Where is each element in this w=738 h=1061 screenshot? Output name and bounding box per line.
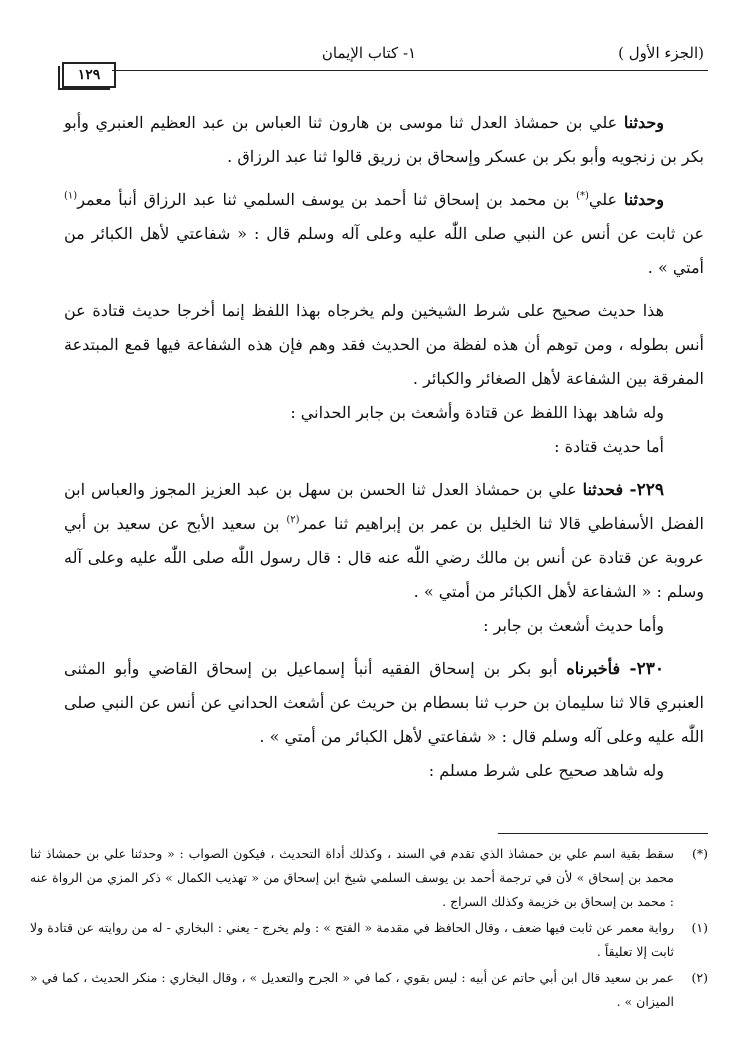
- paragraph-9: وله شاهد صحيح على شرط مسلم :: [428, 761, 664, 780]
- paragraph-text: علي: [588, 190, 624, 209]
- footnote: [30, 842, 708, 914]
- paragraph-lead: فأخبرناه: [566, 659, 630, 678]
- header-rule: [112, 70, 708, 71]
- paragraph-4: وله شاهد بهذا اللفظ عن قتادة وأشعث بن جابر الحداني :: [290, 403, 664, 422]
- footnote-text: عمر بن سعيد قال ابن أبي حاتم عن أبيه : ليس بقوي ، كما في « الجرح والتعديل » ، وقال البخاري : منكر الحديث ، كما في « الميزان » .: [30, 970, 674, 1009]
- paragraph-text: بن محمد بن إسحاق ثنا أحمد بن يوسف السلمي ثنا عبد الرزاق أنبأ معمر: [77, 190, 577, 209]
- running-header-volume: ( الجزء الأول): [618, 44, 704, 62]
- footnote-ref: (٢): [286, 514, 300, 526]
- paragraph-text: أبو بكر بن إسحاق الفقيه أنبأ إسماعيل بن إسحاق القاضي وأبو المثنى العنبري قالا ثنا سليمان بن حرب ثنا بسطام بن حريث عن أشعث الحداني عن أنس عن النبي صلى اللّٰه عليه وعلى آله وسلم قال : « شفاعتي لأهل الكبائر من أمتي » .: [64, 659, 704, 746]
- hadith-230: [64, 652, 704, 754]
- paragraph-lead: فحدثنا: [582, 480, 630, 499]
- paragraph-1: [64, 106, 704, 174]
- footnote-mark: (*): [691, 846, 708, 861]
- paragraph-text: بن سعيد الأبح عن سعيد بن أبي عروبة عن قتادة عن أنس بن مالك رضي اللّٰه عنه قال : قال رسول اللّٰه صلى اللّٰه عليه وعلى آله وسلم : « الشفاعة لأهل الكبائر من أمتي » .: [64, 514, 705, 601]
- page-number: ١٢٩: [62, 62, 116, 88]
- hadith-number: ٢٣٠-: [629, 659, 664, 679]
- footnote-text: سقط بقية اسم علي بن حمشاذ الذي تقدم في السند ، وكذلك أداة التحديث ، فيكون الصواب : « وحدثنا علي بن حمشاذ ثنا محمد بن إسحاق » لأن في ترجمة أحمد بن يوسف السلمي شيخ ابن إسحاق من « تهذيب الكمال » ذكر المزي من الرواة عنه : محمد بن إسحاق بن خزيمة وكذلك السراج .: [30, 846, 674, 909]
- footnote-ref: (*): [576, 190, 589, 202]
- footnote: [30, 966, 708, 1014]
- main-text: [64, 106, 704, 788]
- paragraph-2: [64, 183, 704, 285]
- running-header-book: ١- كتاب الإيمان: [321, 44, 417, 62]
- footnote-mark: (١): [691, 920, 708, 935]
- paragraph-text: علي بن حمشاذ العدل ثنا موسى بن هارون ثنا العباس بن عبد العظيم العنبري وأبو بكر بن زنجويه وأبو بكر بن عسكر وإسحاق بن زريق قالوا ثنا عبد الرزاق .: [64, 113, 704, 166]
- paragraph-3: هذا حديث صحيح على شرط الشيخين ولم يخرجاه بهذا اللفظ إنما أخرجا حديث قتادة عن أنس بطوله ، ومن توهم أن هذه لفظة من الحديث فقد وهم فإن هذه الشفاعة فيها قمع المبتدعة المفرقة بين الشفاعة لأهل الصغائر والكبائر .: [64, 301, 704, 388]
- hadith-number: ٢٢٩-: [629, 480, 664, 500]
- hadith-229: [64, 473, 704, 609]
- paragraph-text: عن ثابت عن أنس عن النبي صلى اللّٰه عليه وعلى آله وسلم قال : « شفاعتي لأهل الكبائر من أمتي » .: [64, 224, 704, 277]
- footnote-text: رواية معمر عن ثابت فيها ضعف ، وقال الحافظ في مقدمة « الفتح » : ولم يخرج - يعني : البخاري - له من روايته عن قتادة ولا ثابت إلا تعليقاً .: [30, 920, 674, 959]
- paragraph-lead: وحدثنا: [623, 113, 665, 132]
- paragraph-7: وأما حديث أشعث بن جابر :: [483, 616, 664, 635]
- footnote: [30, 916, 708, 964]
- footnote-mark: (٢): [691, 970, 708, 985]
- paragraph-text: علي بن حمشاذ العدل ثنا الحسن بن سهل بن عبد العزيز المجوز والعباس ابن الفضل الأسفاطي قالا ثنا الخليل بن عمر بن إبراهيم ثنا عمر: [64, 480, 705, 533]
- paragraph-5: أما حديث قتادة :: [554, 437, 664, 456]
- footnote-rule: [498, 833, 708, 834]
- footnote-ref: (١): [64, 190, 78, 202]
- footnotes: [30, 842, 708, 1016]
- paragraph-lead: وحدثنا: [623, 190, 664, 209]
